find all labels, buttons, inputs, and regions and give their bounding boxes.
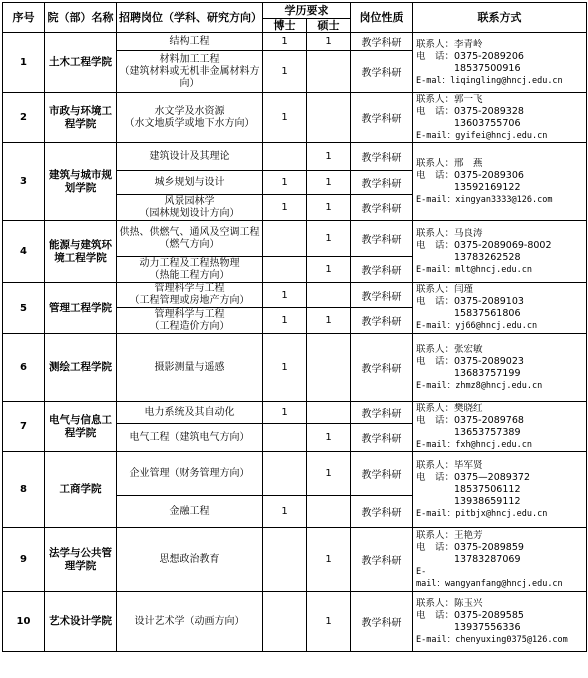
position-line: 思想政治教育: [159, 553, 220, 565]
row-number: 4: [3, 221, 45, 283]
phd-count: 1: [263, 308, 307, 334]
header-master: 硕士: [307, 19, 351, 33]
table-row: [3, 592, 587, 652]
position-line: 企业管理（财务管理方向）: [129, 467, 250, 479]
contact-line: 电 话：0375-2089859: [416, 541, 524, 553]
master-count: 1: [307, 308, 351, 334]
contact-line: 联系人：马良涛: [416, 227, 483, 239]
department-name: 市政与环境工程学院: [45, 93, 117, 143]
position-nature: 教学科研: [351, 283, 413, 308]
position-line: 城乡规划与设计: [154, 176, 225, 188]
position-line: （热能工程方向）: [149, 269, 230, 281]
phd-count: 1: [263, 33, 307, 51]
contact-line: 电 话：0375-2089069-8002: [416, 239, 552, 251]
position-name: [117, 143, 263, 171]
phd-count: 1: [263, 195, 307, 221]
position-line: 风景园林学: [164, 195, 215, 207]
row-number: 2: [3, 93, 45, 143]
position-nature: 教学科研: [351, 143, 413, 171]
position-line: 摄影测量与遥感: [154, 361, 225, 373]
position-name: [117, 283, 263, 308]
contact-line: 电 话：0375-2089585: [416, 609, 524, 621]
contact-line: 13937556336: [416, 621, 521, 633]
header-contact: 联系方式: [413, 3, 587, 33]
position-line: 管理科学与工程: [154, 283, 225, 294]
contact-info: [413, 93, 587, 143]
master-count: [307, 402, 351, 424]
row-number: 9: [3, 528, 45, 592]
position-line: 设计艺术学（动画方向）: [134, 615, 245, 627]
position-nature: 教学科研: [351, 496, 413, 528]
position-name: [117, 496, 263, 528]
position-name: [117, 257, 263, 283]
table-row: [3, 528, 587, 592]
department-name: 艺术设计学院: [45, 592, 117, 652]
position-line: 供热、供燃气、通风及空调工程: [119, 226, 260, 238]
position-nature: 教学科研: [351, 171, 413, 195]
contact-line: 联系人：邢 燕: [416, 157, 483, 169]
position-line: （建筑材料或无机非金属材料方向）: [119, 65, 260, 89]
row-number: 10: [3, 592, 45, 652]
position-nature: 教学科研: [351, 308, 413, 334]
department-name: 法学与公共管理学院: [45, 528, 117, 592]
master-count: 1: [307, 171, 351, 195]
header-no: 序号: [3, 3, 45, 33]
table-row: [3, 283, 587, 308]
master-count: 1: [307, 424, 351, 452]
contact-line: 电 话：0375-2089328: [416, 105, 524, 117]
row-number: 6: [3, 334, 45, 402]
header-phd: 博士: [263, 19, 307, 33]
position-name: [117, 195, 263, 221]
table-row: [3, 334, 587, 402]
contact-line: E-mal：liqingling@hncj.edu.cn: [416, 75, 563, 86]
position-line: 结构工程: [169, 35, 210, 47]
contact-info: [413, 334, 587, 402]
position-name: [117, 93, 263, 143]
contact-line: 13783287069: [416, 553, 521, 565]
position-nature: 教学科研: [351, 528, 413, 592]
contact-info: [413, 592, 587, 652]
recruitment-table: [2, 2, 587, 652]
contact-line: E-mail：yj66@hncj.edu.cn: [416, 321, 538, 331]
department-name: 能源与建筑环境工程学院: [45, 221, 117, 283]
contact-line: 13592169122: [416, 181, 521, 193]
table-row: [3, 452, 587, 496]
department-name: 建筑与城市规划学院: [45, 143, 117, 221]
position-name: [117, 51, 263, 93]
phd-count: 1: [263, 402, 307, 424]
phd-count: 1: [263, 171, 307, 195]
contact-info: [413, 221, 587, 283]
department-name: 测绘工程学院: [45, 334, 117, 402]
contact-line: 电 话：0375-2089206: [416, 50, 524, 62]
position-line: 管理科学与工程: [154, 308, 225, 320]
position-name: [117, 334, 263, 402]
contact-info: [413, 143, 587, 221]
contact-line: 电 话：0375-2089306: [416, 169, 524, 181]
position-nature: 教学科研: [351, 592, 413, 652]
phd-count: 1: [263, 51, 307, 93]
master-count: 1: [307, 195, 351, 221]
contact-line: 13938659112: [416, 495, 521, 507]
contact-line: 电 话：0375-2089103: [416, 296, 524, 307]
header-nature: 岗位性质: [351, 3, 413, 33]
master-count: [307, 51, 351, 93]
contact-line: 13653757389: [416, 426, 521, 438]
phd-count: 1: [263, 93, 307, 143]
table-row: [3, 33, 587, 51]
header-edu: 学历要求: [263, 3, 351, 19]
department-name: 电气与信息工程学院: [45, 402, 117, 452]
contact-info: [413, 33, 587, 93]
position-name: [117, 308, 263, 334]
contact-line: mail：wangyanfang@hncj.edu.cn: [416, 578, 563, 589]
table-row: [3, 93, 587, 143]
contact-line: E-mail：fxh@hncj.edu.cn: [416, 439, 532, 450]
position-name: [117, 402, 263, 424]
position-nature: 教学科研: [351, 424, 413, 452]
contact-line: 联系人：闫瑾: [416, 284, 474, 295]
department-name: 工商学院: [45, 452, 117, 528]
position-name: [117, 592, 263, 652]
contact-line: 18537500916: [416, 62, 521, 74]
position-nature: 教学科研: [351, 452, 413, 496]
contact-info: [413, 452, 587, 528]
table-row: [3, 402, 587, 424]
phd-count: [263, 257, 307, 283]
master-count: 1: [307, 528, 351, 592]
row-number: 1: [3, 33, 45, 93]
row-number: 8: [3, 452, 45, 528]
master-count: [307, 283, 351, 308]
contact-line: 联系人：樊晓红: [416, 402, 483, 414]
position-name: [117, 528, 263, 592]
phd-count: 1: [263, 496, 307, 528]
position-nature: 教学科研: [351, 221, 413, 257]
contact-line: 18537506112: [416, 483, 521, 495]
position-line: （燃气方向）: [159, 238, 220, 250]
position-line: （水文地质学或地下水方向）: [124, 117, 255, 129]
position-line: 建筑设计及其理论: [149, 150, 230, 162]
contact-line: 13783262528: [416, 251, 521, 263]
contact-line: E-mail：xingyan3333@126.com: [416, 194, 553, 205]
position-line: 电气工程（建筑电气方向）: [129, 431, 250, 443]
table-body: [3, 33, 587, 652]
phd-count: [263, 424, 307, 452]
position-nature: 教学科研: [351, 93, 413, 143]
position-nature: 教学科研: [351, 195, 413, 221]
phd-count: 1: [263, 334, 307, 402]
master-count: 1: [307, 257, 351, 283]
position-line: 金融工程: [169, 505, 210, 517]
master-count: [307, 496, 351, 528]
position-name: [117, 221, 263, 257]
contact-line: 联系人：毕军贤: [416, 459, 483, 471]
header-dept: 院（部）名称: [45, 3, 117, 33]
contact-line: 联系人：李青岭: [416, 38, 483, 50]
position-nature: 教学科研: [351, 257, 413, 283]
position-line: （园林规划设计方向）: [139, 207, 240, 219]
master-count: [307, 334, 351, 402]
table-row: [3, 143, 587, 171]
contact-line: E-: [416, 566, 427, 577]
position-line: 水文学及水资源: [154, 105, 225, 117]
position-line: 动力工程及工程热物理: [139, 257, 240, 269]
table-row: [3, 221, 587, 257]
contact-line: 联系人：张宏敏: [416, 343, 483, 355]
phd-count: [263, 592, 307, 652]
phd-count: [263, 221, 307, 257]
position-nature: 教学科研: [351, 334, 413, 402]
position-name: [117, 171, 263, 195]
contact-line: 联系人：陈玉兴: [416, 597, 483, 609]
contact-line: 电 话：0375-2089023: [416, 355, 524, 367]
position-line: 材料加工工程: [159, 53, 220, 65]
contact-line: 联系人：王艳芳: [416, 529, 483, 541]
position-line: （工程造价方向）: [149, 320, 230, 332]
phd-count: [263, 452, 307, 496]
position-line: 电力系统及其自动化: [144, 406, 235, 418]
contact-line: 13683757199: [416, 367, 521, 379]
master-count: 1: [307, 221, 351, 257]
header-position: 招聘岗位（学科、研究方向）: [117, 3, 263, 33]
contact-line: 联系人：郭一飞: [416, 93, 483, 105]
master-count: 1: [307, 452, 351, 496]
department-name: 土木工程学院: [45, 33, 117, 93]
position-nature: 教学科研: [351, 402, 413, 424]
position-nature: 教学科研: [351, 33, 413, 51]
position-line: （工程管理或房地产方向）: [129, 295, 250, 306]
master-count: 1: [307, 33, 351, 51]
contact-line: E-mail：mlt@hncj.edu.cn: [416, 264, 532, 275]
contact-line: E-mail：gyifei@hncj.edu.cn: [416, 130, 548, 141]
contact-line: E-mail：pitbjx@hncj.edu.cn: [416, 508, 548, 519]
contact-line: E-mail：zhmz8@hncj.edu.cn: [416, 380, 543, 391]
contact-line: 13603755706: [416, 117, 521, 129]
contact-info: [413, 283, 587, 334]
contact-info: [413, 402, 587, 452]
position-name: [117, 33, 263, 51]
position-name: [117, 424, 263, 452]
position-nature: 教学科研: [351, 51, 413, 93]
master-count: 1: [307, 143, 351, 171]
row-number: 3: [3, 143, 45, 221]
contact-info: [413, 528, 587, 592]
row-number: 7: [3, 402, 45, 452]
contact-line: E-mail：chenyuxing0375@126.com: [416, 634, 568, 645]
phd-count: [263, 143, 307, 171]
department-name: 管理工程学院: [45, 283, 117, 334]
phd-count: [263, 528, 307, 592]
contact-line: 电 话：0375—2089372: [416, 471, 530, 483]
position-name: [117, 452, 263, 496]
contact-line: 15837561806: [416, 308, 521, 319]
phd-count: 1: [263, 283, 307, 308]
contact-line: 电 话：0375-2089768: [416, 414, 524, 426]
master-count: [307, 93, 351, 143]
row-number: 5: [3, 283, 45, 334]
master-count: 1: [307, 592, 351, 652]
